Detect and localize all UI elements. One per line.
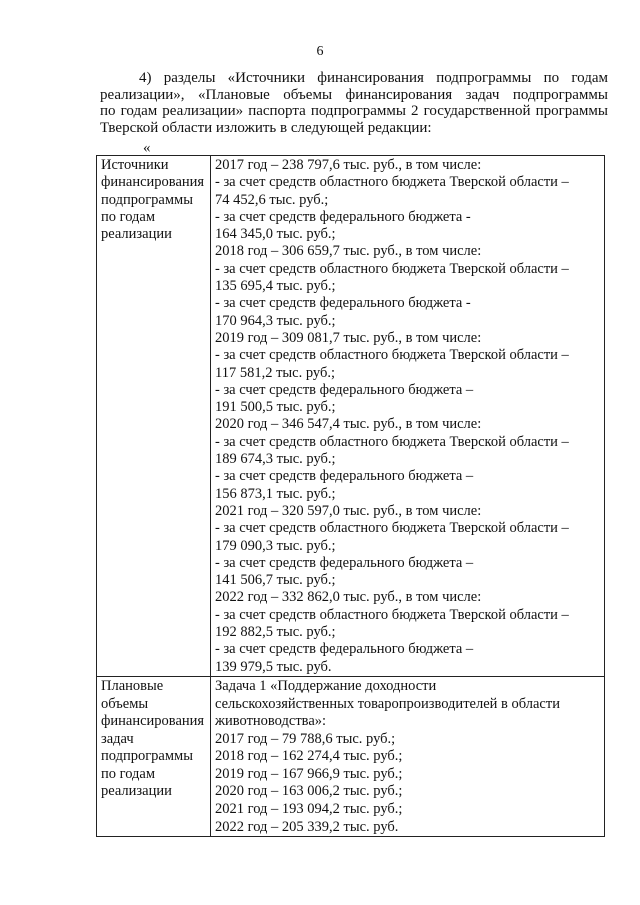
text-line: - за счет средств федерального бюджета – — [215, 554, 474, 571]
text-line: 2019 год – 167 966,9 тыс. руб.; — [215, 765, 403, 782]
row-label-funding-sources — [97, 156, 211, 677]
table-row-funding-sources — [97, 156, 605, 677]
text-line: 192 882,5 тыс. руб.; — [215, 624, 336, 641]
row-content-funding-sources — [211, 156, 605, 677]
text-line: 2020 год – 163 006,2 тыс. руб.; — [215, 783, 403, 800]
text-line: - за счет средств областного бюджета Тверской области – — [215, 433, 569, 450]
text-line: - за счет средств областного бюджета Тверской области – — [215, 520, 569, 537]
text-line: подпрограммы — [101, 191, 193, 208]
text-line: 191 500,5 тыс. руб.; — [215, 399, 336, 416]
text-line: 2021 год – 320 597,0 тыс. руб., в том числе: — [215, 502, 482, 519]
text-line: задач — [101, 730, 134, 747]
intro-line: 4) разделы «Источники финансирования подпрограммы по годам — [139, 70, 608, 86]
text-line: 2020 год – 346 547,4 тыс. руб., в том числе: — [215, 416, 482, 433]
text-line: 2018 год – 306 659,7 тыс. руб., в том числе: — [215, 243, 482, 260]
text-line: 2019 год – 309 081,7 тыс. руб., в том числе: — [215, 329, 482, 346]
text-line: 139 979,5 тыс. руб. — [215, 658, 332, 675]
text-line: - за счет средств федерального бюджета – — [215, 381, 474, 398]
opening-quote-mark: « — [143, 140, 151, 156]
text-line: - за счет средств областного бюджета Тверской области – — [215, 174, 569, 191]
text-line: 74 452,6 тыс. руб.; — [215, 191, 329, 208]
text-line: Источники — [101, 157, 169, 173]
text-line: - за счет средств областного бюджета Тверской области – — [215, 347, 569, 364]
intro-line: по годам реализации» паспорта подпрограммы 2 государственной программы — [100, 103, 608, 119]
text-line: 117 581,2 тыс. руб.; — [215, 364, 336, 381]
text-line: сельскохозяйственных товаропроизводителей в области — [215, 695, 560, 712]
text-line: - за счет средств областного бюджета Тверской области – — [215, 606, 569, 623]
text-line: 189 674,3 тыс. руб.; — [215, 451, 336, 468]
text-line: 2018 год – 162 274,4 тыс. руб.; — [215, 748, 403, 765]
row-content-planned-volumes — [211, 676, 605, 836]
text-line: объемы — [101, 695, 149, 712]
text-line: финансирования — [101, 174, 205, 191]
subprogram-passport-table — [96, 155, 605, 837]
page-number: 6 — [316, 44, 324, 59]
text-line: по годам — [101, 208, 156, 225]
text-line: 2021 год – 193 094,2 тыс. руб.; — [215, 801, 403, 818]
text-line: - за счет средств областного бюджета Тверской области – — [215, 260, 569, 277]
text-line: - за счет средств федерального бюджета – — [215, 468, 474, 485]
text-line: реализации — [101, 226, 172, 243]
text-line: по годам — [101, 765, 156, 782]
intro-line: реализации», «Плановые объемы финансирования задач подпрограммы — [100, 86, 608, 103]
text-line: 135 695,4 тыс. руб.; — [215, 278, 336, 295]
text-line: подпрограммы — [101, 748, 193, 765]
text-line: 164 345,0 тыс. руб.; — [215, 226, 336, 243]
text-line: финансирования — [101, 713, 205, 730]
text-line: 170 964,3 тыс. руб.; — [215, 312, 336, 329]
text-line: 2017 год – 238 797,6 тыс. руб., в том числе: — [215, 157, 482, 173]
text-line: Задача 1 «Поддержание доходности — [215, 677, 437, 694]
text-line: - за счет средств федерального бюджета - — [215, 208, 471, 225]
text-line: 2022 год – 332 862,0 тыс. руб., в том числе: — [215, 589, 482, 606]
text-line: 179 090,3 тыс. руб.; — [215, 537, 336, 554]
row-label-planned-volumes — [97, 676, 211, 836]
text-line: реализации — [101, 783, 172, 800]
text-line: животноводства»: — [215, 713, 327, 730]
text-line: 2022 год – 205 339,2 тыс. руб. — [215, 818, 399, 835]
intro-line: Тверской области изложить в следующей редакции: — [100, 119, 432, 136]
text-line: 2017 год – 79 788,6 тыс. руб.; — [215, 730, 396, 747]
text-line: 141 506,7 тыс. руб.; — [215, 572, 336, 589]
text-line: 156 873,1 тыс. руб.; — [215, 485, 336, 502]
intro-paragraph — [100, 70, 608, 136]
text-line: - за счет средств федерального бюджета - — [215, 295, 471, 312]
text-line: Плановые — [101, 677, 164, 694]
text-line: - за счет средств федерального бюджета – — [215, 641, 474, 658]
table-row-planned-volumes — [97, 676, 605, 836]
